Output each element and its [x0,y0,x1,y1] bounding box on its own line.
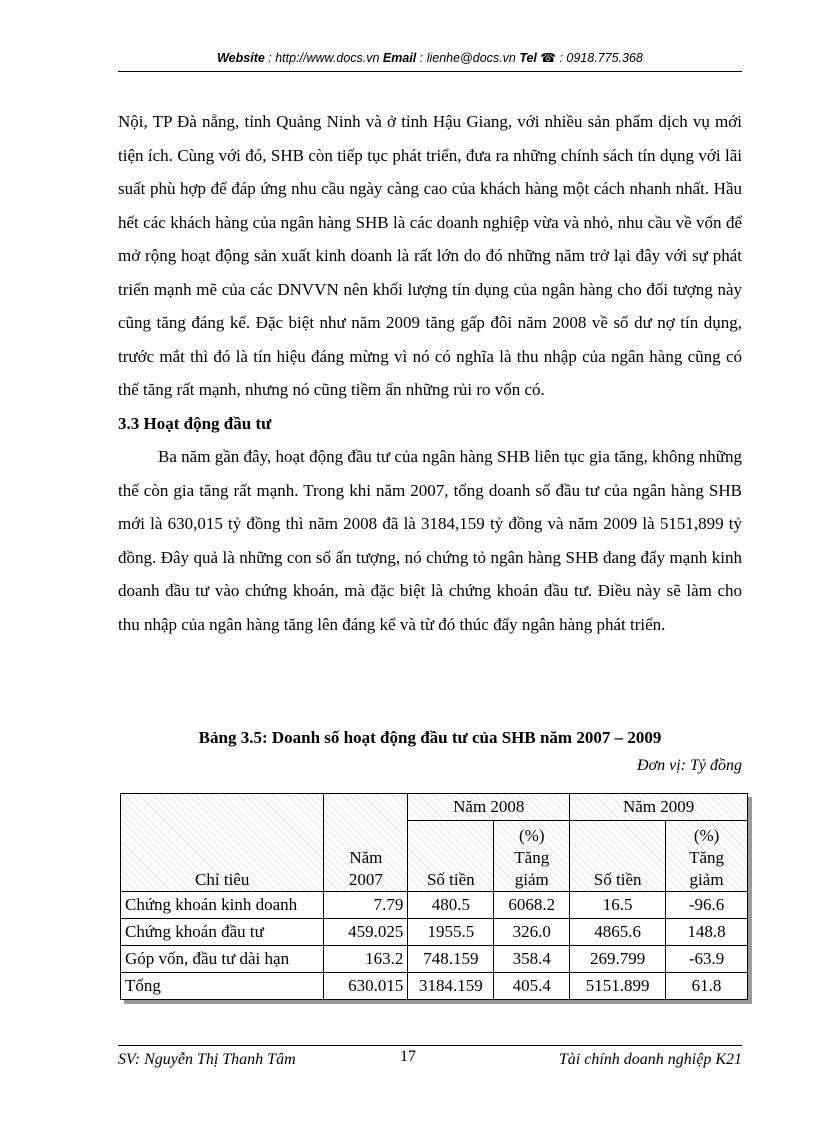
body-text [118,105,742,641]
tel-label: Tel [519,51,537,65]
cell-pct-2009: -96.6 [666,892,748,919]
footer-rule [118,1045,742,1046]
cell-pct-2009: 148.8 [666,919,748,946]
row-label: Chứng khoán đầu tư [121,919,324,946]
header-year-2007: Năm 2007 [324,794,408,892]
cell-amount-2009: 16.5 [570,892,666,919]
cell-amount-2009: 4865.6 [570,919,666,946]
cell-2007: 163.2 [324,946,408,973]
email-label: Email [382,51,417,65]
table-row [121,946,748,973]
paragraph-2: Ba năm gần đây, hoạt động đầu tư của ngân hàng SHB liên tục gia tăng, không những thế còn gia tăng rất mạnh. Trong khi năm 2007, tổng doanh số đầu tư của ngân hàng SHB mới là 630,015 tỷ đồng thì năm 2008 đã là 3184,159 tỷ đồng và năm 2009 là 5151,899 tỷ đồng. Đây quả là những con số ấn tượng, nó chứng tỏ ngân hàng SHB đang đẩy mạnh kinh doanh đầu tư vào chứng khoán, mà đặc biệt là chứng khoán đầu tư. Điều này sẽ làm cho thu nhập của ngân hàng tăng lên đáng kể và từ đó thúc đẩy ngân hàng phát triển. [118,447,742,634]
cell-pct-2008: 358.4 [494,946,570,973]
footer-course: Tài chính doanh nghiệp K21 [558,1051,742,1068]
website-label: Website [217,51,265,65]
paragraph-1: Nội, TP Đà nẵng, tỉnh Quảng Ninh và ở tỉnh Hậu Giang, với nhiều sản phẩm dịch vụ mới tiện ích. Cùng với đó, SHB còn tiếp tục phát triển, đưa ra những chính sách tín dụng với lãi suất phù hợp để đáp ứng nhu cầu ngày càng cao của khách hàng một cách nhanh nhất. Hầu hết các khách hàng của ngân hàng SHB là các doanh nghiệp vừa và nhỏ, nhu cầu về vốn để mở rộng hoạt động sản xuất kinh doanh là rất lớn do đó những năm trở lại đây với sự phát triển mạnh mẽ của các DNVVN nên khối lượng tín dụng của ngân hàng cho đối tượng này cũng tăng đáng kể. Đặc biệt như năm 2009 tăng gấp đôi năm 2008 về số dư nợ tín dụng, trước mắt thì đó là tín hiệu đáng mừng vì nó có nghĩa là thu nhập của ngân hàng cũng có thể tăng rất mạnh, nhưng nó cũng tiềm ẩn những rủi ro vốn có. [118,112,742,399]
header-pct-2008: (%) Tăng giảm [494,821,570,892]
cell-amount-2008: 1955.5 [408,919,494,946]
cell-amount-2008: 3184.159 [408,973,494,1000]
cell-pct-2009: 61.8 [666,973,748,1000]
email-value: : lienhe@docs.vn [416,51,520,65]
cell-amount-2008: 480.5 [408,892,494,919]
investment-table [120,793,748,1000]
phone-icon: ☎ [540,51,556,65]
cell-pct-2009: -63.9 [666,946,748,973]
header-indicator: Chỉ tiêu [121,794,324,892]
row-label: Chứng khoán kinh doanh [121,892,324,919]
footer-author: SV: Nguyễn Thị Thanh Tâm [118,1051,296,1068]
tel-value: : 0918.775.368 [555,51,643,65]
table-title: Bảng 3.5: Doanh số hoạt động đầu tư của SHB năm 2007 – 2009 [198,728,662,747]
cell-2007: 7.79 [324,892,408,919]
cell-amount-2009: 5151.899 [570,973,666,1000]
header-amount-2009: Số tiền [570,821,666,892]
header-year-2008: Năm 2008 [408,794,570,821]
table-row [121,919,748,946]
header-rule [118,71,742,72]
table-unit: Đơn vị: Tỷ đồng [637,757,742,774]
website-value: : http://www.docs.vn [264,51,383,65]
cell-amount-2008: 748.159 [408,946,494,973]
cell-pct-2008: 326.0 [494,919,570,946]
page-header [118,50,742,65]
section-heading: 3.3 Hoạt động đầu tư [118,413,272,433]
page-number: 17 [400,1048,416,1065]
table-row-total [121,973,748,1000]
cell-pct-2008: 6068.2 [494,892,570,919]
row-label: Góp vốn, đầu tư dài hạn [121,946,324,973]
table-row [121,892,748,919]
cell-2007: 630.015 [324,973,408,1000]
header-year-2009: Năm 2009 [570,794,748,821]
cell-pct-2008: 405.4 [494,973,570,1000]
header-amount-2008: Số tiền [408,821,494,892]
header-pct-2009: (%) Tăng giảm [666,821,748,892]
row-label: Tổng [121,973,324,1000]
cell-amount-2009: 269.799 [570,946,666,973]
cell-2007: 459.025 [324,919,408,946]
page-footer [118,1048,742,1073]
